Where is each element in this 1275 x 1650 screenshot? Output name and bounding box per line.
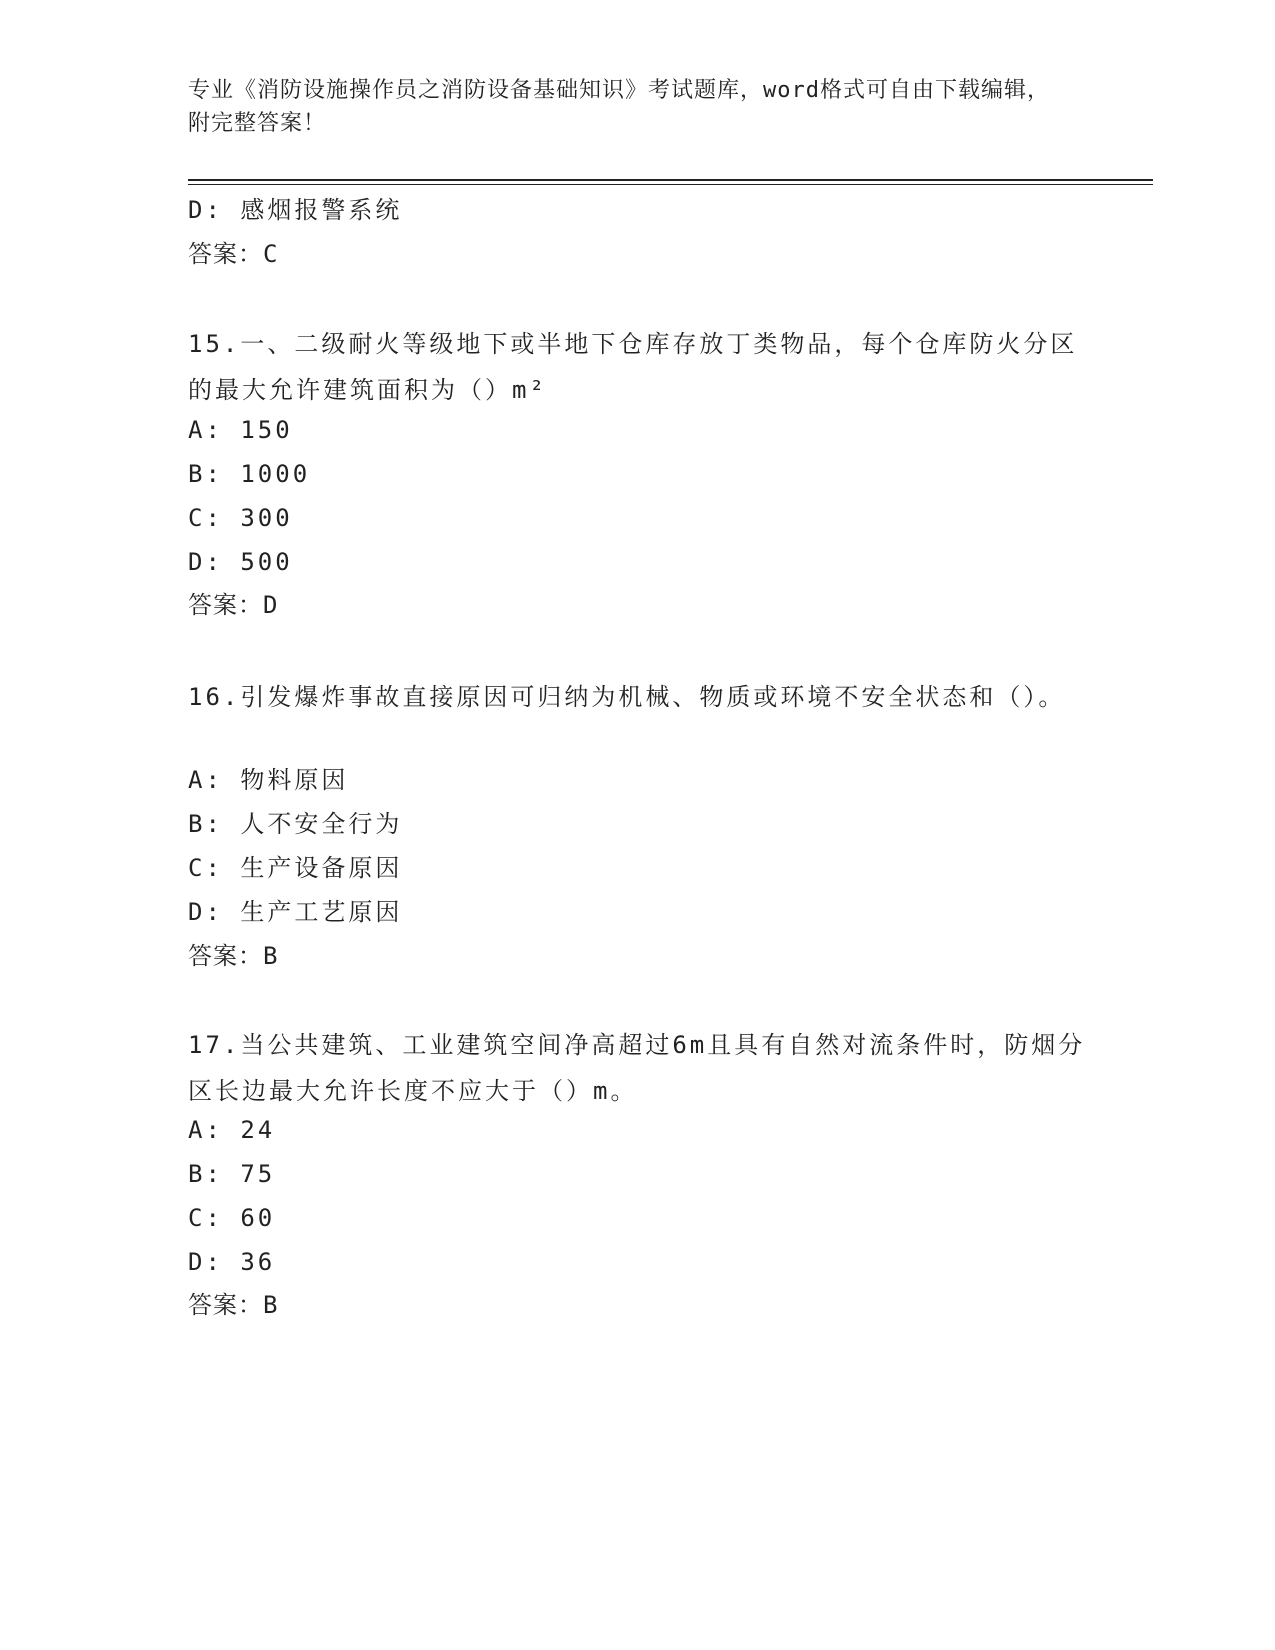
option-c: C: 300 <box>188 504 293 532</box>
option-a: A: 物料原因 <box>188 766 349 794</box>
option-c: C: 60 <box>188 1204 276 1232</box>
option-d: D: 生产工艺原因 <box>188 898 403 926</box>
answer-line: 答案：B <box>188 942 279 970</box>
question-stem-17: 17.当公共建筑、工业建筑空间净高超过6m且具有自然对流条件时，防烟分区长边最大允许长度不应大于（）m。 <box>188 1031 1086 1105</box>
answer-line: 答案：D <box>188 591 279 619</box>
option-d: D: 感烟报警系统 <box>188 196 403 224</box>
option-b: B: 75 <box>188 1160 276 1188</box>
document-header: 专业《消防设施操作员之消防设备基础知识》考试题库，word格式可自由下载编辑，附完整答案！ <box>188 78 1050 136</box>
question-stem-15: 15.一、二级耐火等级地下或半地下仓库存放丁类物品，每个仓库防火分区的最大允许建筑面积为（）m² <box>188 330 1078 404</box>
option-b: B: 人不安全行为 <box>188 810 403 838</box>
option-b: B: 1000 <box>188 460 311 488</box>
option-d: D: 36 <box>188 1248 276 1276</box>
answer-line: 答案：C <box>188 240 279 268</box>
option-a: A: 150 <box>188 416 293 444</box>
header-divider-thin <box>188 184 1153 185</box>
option-a: A: 24 <box>188 1116 276 1144</box>
header-divider-thick <box>188 179 1153 181</box>
option-c: C: 生产设备原因 <box>188 854 403 882</box>
question-stem-16: 16.引发爆炸事故直接原因可归纳为机械、物质或环境不安全状态和（）。 <box>188 683 1066 711</box>
answer-line: 答案：B <box>188 1291 279 1319</box>
option-d: D: 500 <box>188 548 293 576</box>
